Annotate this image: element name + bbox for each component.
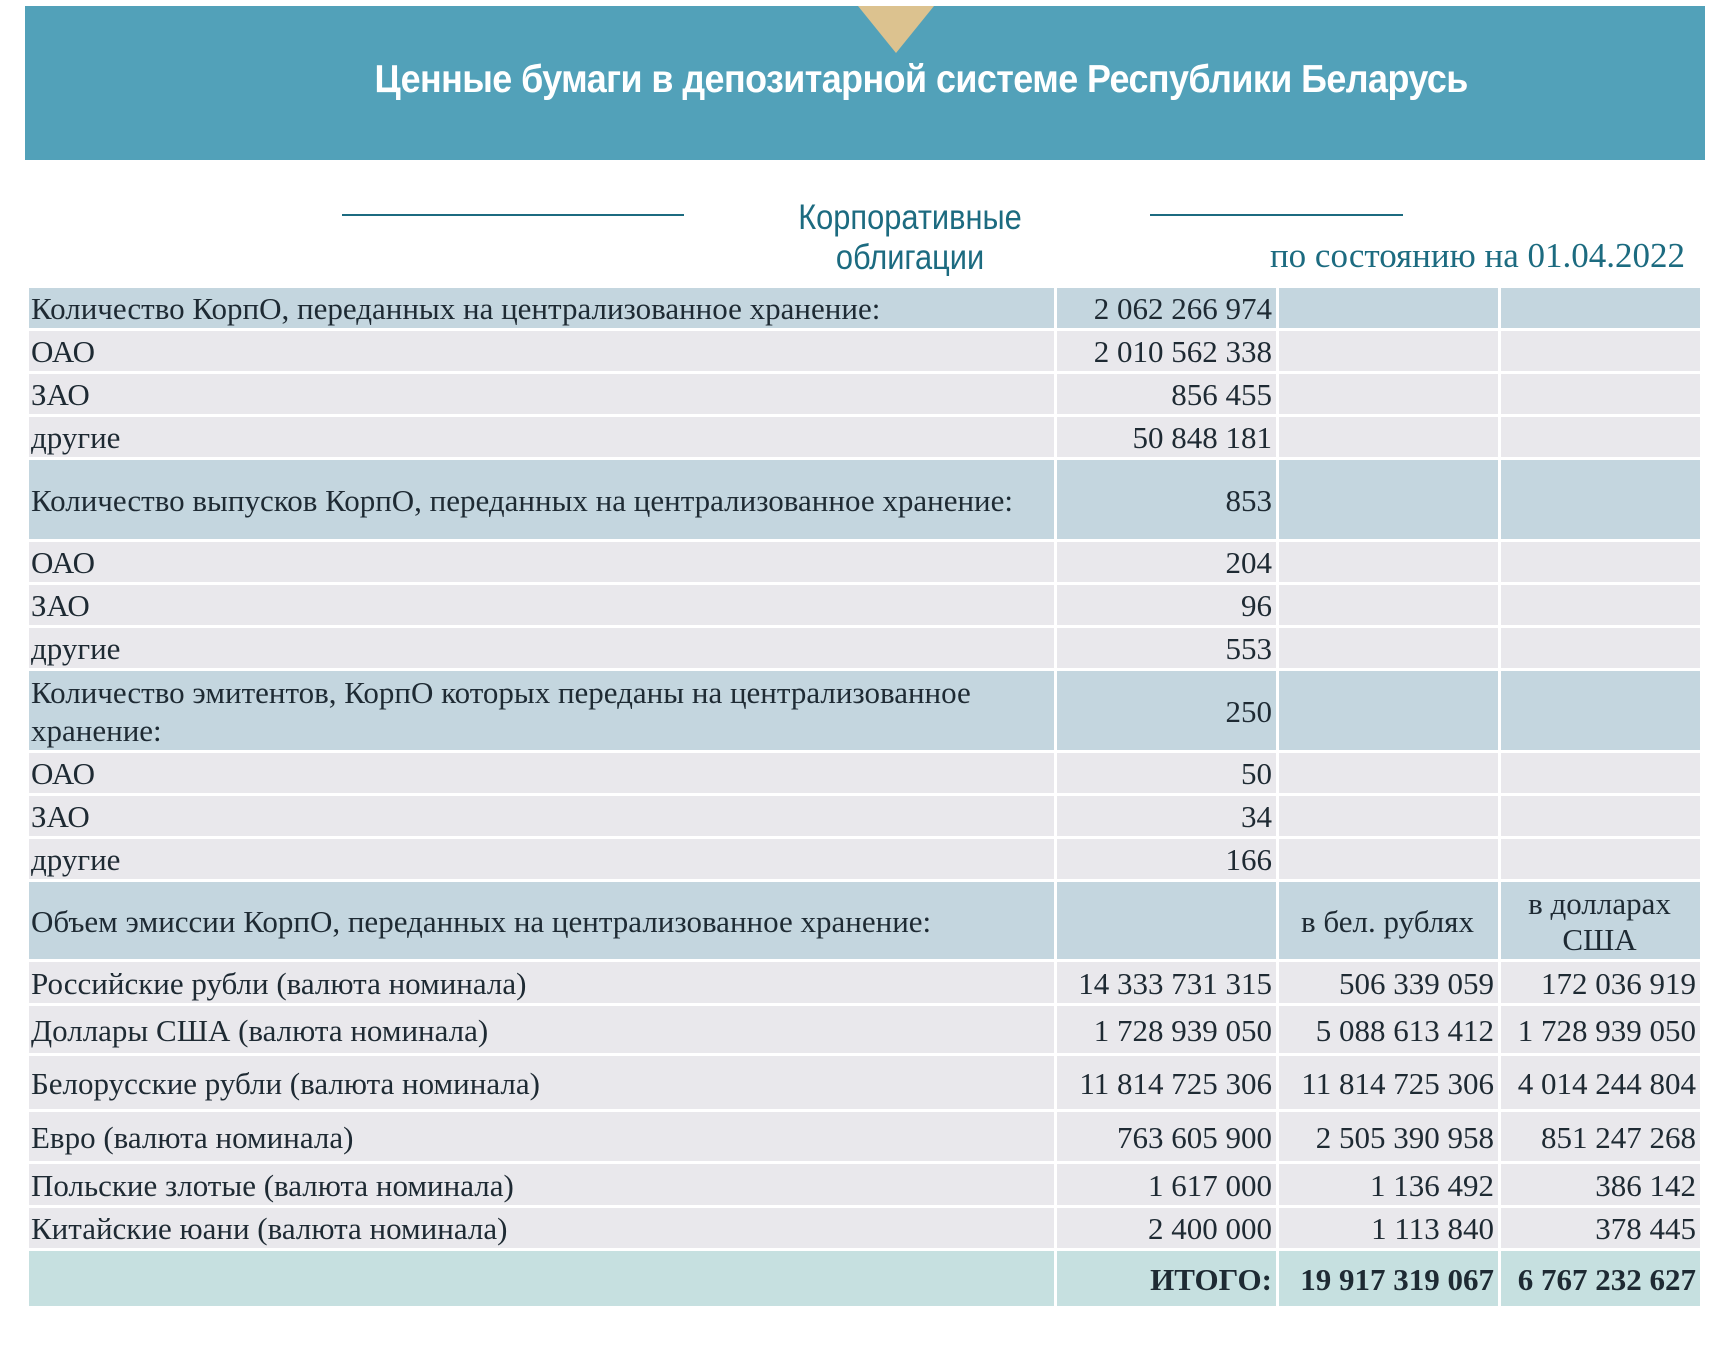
row-value: 2 062 266 974 (1056, 287, 1278, 330)
row-label: ОАО (28, 541, 1056, 584)
row-label: Количество КорпО, переданных на централизованное хранение: (28, 287, 1056, 330)
table-row (28, 1207, 1702, 1250)
page-title: Ценные бумаги в депозитарной системе Республики Беларусь (374, 58, 1468, 101)
row-label: Китайские юани (валюта номинала) (28, 1207, 1056, 1250)
table-row (28, 541, 1702, 584)
row-label: другие (28, 838, 1056, 881)
row-label: ОАО (28, 752, 1056, 795)
section-title: Корпоративные облигации (798, 198, 1022, 277)
table-row (28, 1055, 1702, 1111)
table-row (28, 881, 1702, 961)
column-header-byn: в бел. рублях (1278, 881, 1500, 961)
nominal-value: 2 400 000 (1056, 1207, 1278, 1250)
usd-value: 4 014 244 804 (1500, 1055, 1702, 1111)
usd-value: 1 728 939 050 (1500, 1005, 1702, 1055)
row-label: Евро (валюта номинала) (28, 1111, 1056, 1163)
table-row (28, 1111, 1702, 1163)
nominal-value: 11 814 725 306 (1056, 1055, 1278, 1111)
table-row (28, 373, 1702, 416)
nominal-value: 1 617 000 (1056, 1163, 1278, 1207)
table-row (28, 459, 1702, 541)
table-row (28, 627, 1702, 670)
table-row (28, 795, 1702, 838)
row-value: 553 (1056, 627, 1278, 670)
total-row (28, 1250, 1702, 1308)
usd-value: 386 142 (1500, 1163, 1702, 1207)
row-value: 96 (1056, 584, 1278, 627)
byn-value: 1 136 492 (1278, 1163, 1500, 1207)
row-value: 166 (1056, 838, 1278, 881)
total-label: ИТОГО: (1056, 1250, 1278, 1308)
row-label: Объем эмиссии КорпО, переданных на централизованное хранение: (28, 881, 1056, 961)
nominal-value: 763 605 900 (1056, 1111, 1278, 1163)
row-label: Количество эмитентов, КорпО которых переданы на централизованное хранение: (28, 670, 1056, 752)
table-row (28, 1005, 1702, 1055)
table-row (28, 330, 1702, 373)
byn-value: 5 088 613 412 (1278, 1005, 1500, 1055)
usd-value: 851 247 268 (1500, 1111, 1702, 1163)
row-value: 50 848 181 (1056, 416, 1278, 459)
row-value: 50 (1056, 752, 1278, 795)
row-label: ЗАО (28, 584, 1056, 627)
row-value: 856 455 (1056, 373, 1278, 416)
row-label: другие (28, 416, 1056, 459)
table-row (28, 1163, 1702, 1207)
row-label: другие (28, 627, 1056, 670)
row-value: 250 (1056, 670, 1278, 752)
row-value: 204 (1056, 541, 1278, 584)
row-label: Белорусские рубли (валюта номинала) (28, 1055, 1056, 1111)
nominal-value: 1 728 939 050 (1056, 1005, 1278, 1055)
table-row (28, 961, 1702, 1005)
as-of-date: по состоянию на 01.04.2022 (1269, 236, 1685, 275)
table-row (28, 287, 1702, 330)
table-row (28, 416, 1702, 459)
byn-value: 11 814 725 306 (1278, 1055, 1500, 1111)
table-row (28, 670, 1702, 752)
usd-value: 378 445 (1500, 1207, 1702, 1250)
table-row (28, 584, 1702, 627)
byn-value: 1 113 840 (1278, 1207, 1500, 1250)
banner-notch-decoration (858, 6, 934, 53)
row-label: ЗАО (28, 373, 1056, 416)
row-label: Российские рубли (валюта номинала) (28, 961, 1056, 1005)
row-value: 34 (1056, 795, 1278, 838)
nominal-value: 14 333 731 315 (1056, 961, 1278, 1005)
total-byn: 19 917 319 067 (1278, 1250, 1500, 1308)
section-rule-left (342, 214, 684, 216)
row-value: 2 010 562 338 (1056, 330, 1278, 373)
row-label: ЗАО (28, 795, 1056, 838)
bonds-table (26, 285, 1703, 1309)
row-label: Польские злотые (валюта номинала) (28, 1163, 1056, 1207)
section-rule-right (1150, 214, 1403, 216)
byn-value: 506 339 059 (1278, 961, 1500, 1005)
row-value: 853 (1056, 459, 1278, 541)
column-header-usd: в долларах США (1500, 881, 1702, 961)
row-label: Доллары США (валюта номинала) (28, 1005, 1056, 1055)
row-label: ОАО (28, 330, 1056, 373)
byn-value: 2 505 390 958 (1278, 1111, 1500, 1163)
row-label: Количество выпусков КорпО, переданных на централизованное хранение: (28, 459, 1056, 541)
usd-value: 172 036 919 (1500, 961, 1702, 1005)
table-row (28, 752, 1702, 795)
total-usd: 6 767 232 627 (1500, 1250, 1702, 1308)
table-row (28, 838, 1702, 881)
